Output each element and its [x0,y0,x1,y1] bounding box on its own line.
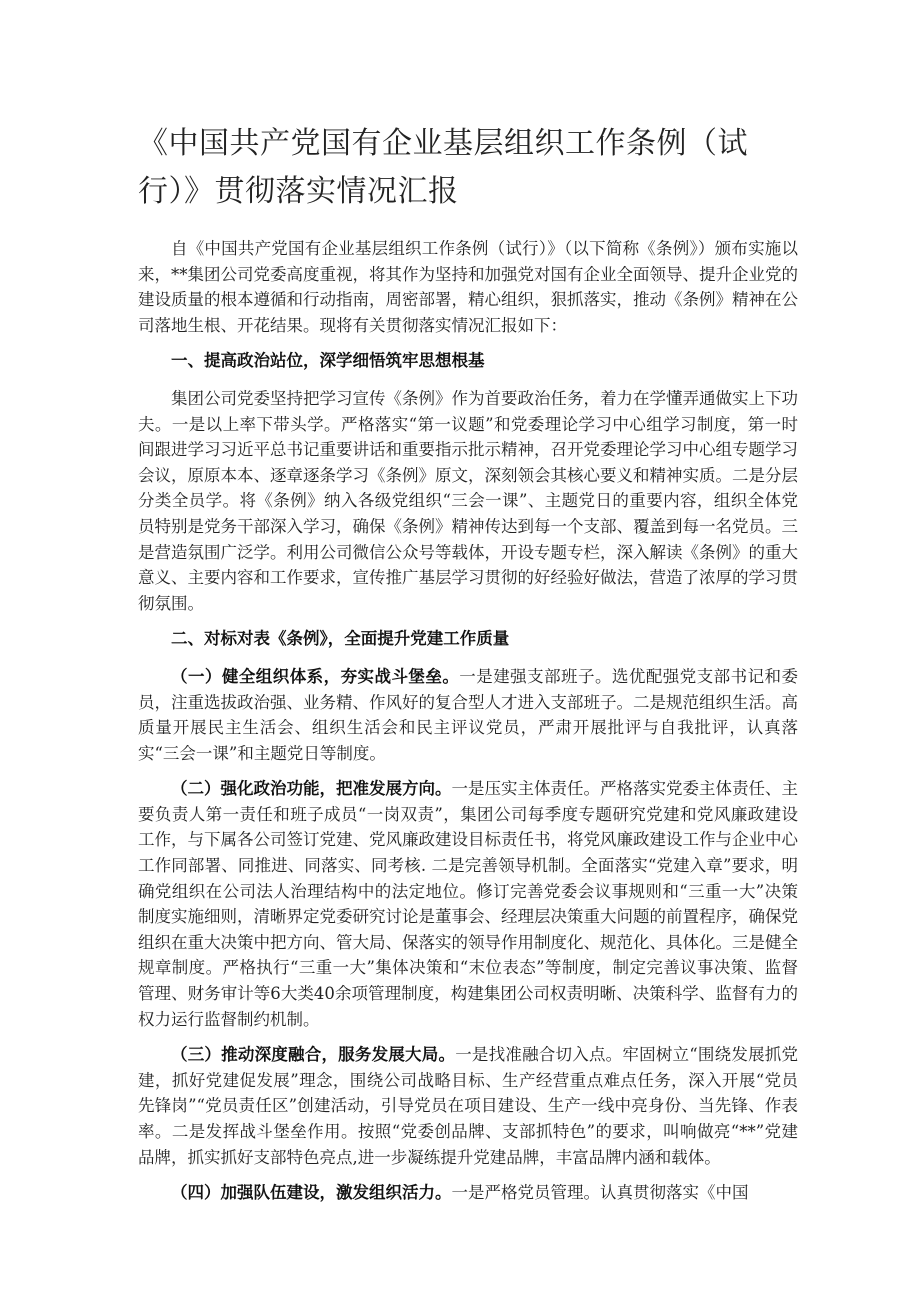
section-heading-1: 一、提高政治站位，深学细悟筑牢思想根基 [171,351,485,371]
subsection-paragraph-1 [138,664,798,766]
section-heading-2: 二、对标对表《条例》，全面提升党建工作质量 [171,629,510,649]
document-page [138,120,798,1216]
subsection-body-4: 一是严格党员管理。认真贯彻落实《中国 [451,1183,749,1203]
subsection-paragraph-4 [138,1180,798,1206]
subsection-heading-4: （四）加强队伍建设，激发组织活力。 [171,1183,452,1203]
subsection-body-1: 一是建强支部班子。选优配强党支部书记和委员，注重选拔政治强、业务精、作风好的复合型人才进入支部班子。二是规范组织生活。高质量开展民主生活会、组织生活会和民主评议党员，严肃开展批评与自我批评，认真落实“三会一课”和主题党日等制度。 [138,666,799,763]
intro-paragraph: 自《中国共产党国有企业基层组织工作条例（试行）》（以下简称《条例》）颁布实施以来，**集团公司党委高度重视，将其作为坚持和加强党对国有企业全面领导、提升企业党的建设质量的根本遵循和行动指南，周密部署，精心组织，狠抓落实，推动《条例》精神在公司落地生根、开花结果。现将有关贯彻落实情况汇报如下： [138,239,798,335]
subsection-body-2: 一是压实主体责任。严格落实党委主体责任、主要负责人第一责任和班子成员“一岗双责”，集团公司每季度专题研究党建和党风廉政建设工作，与下属各公司签订党建、党风廉政建设目标责任书，将党风廉政建设工作与企业中心工作同部署、同推进、同落实、同考核. 二是完善领导机制。全面落实“党建入章”要求，明确党组织在公司法人治理结构中的法定地位。修订完善党委会议事规则和“三重一大”决策制度实施细则，清晰界定党委研究讨论是董事会、经理层决策重大问题的前置程序，确保党组织在重大决策中把方向、管大局、保落实的领导作用制度化、规范化、具体化。三是健全规章制度。严格执行“三重一大”集体决策和“末位表态”等制度，制定完善议事决策、监督管理、财务审计等6大类40余项管理制度，构建集团公司权责明晰、决策科学、监督有力的权力运行监督制约机制。 [138,779,798,1029]
subsection-heading-1: （一）健全组织体系，夯实战斗堡垒。 [171,666,460,686]
subsection-heading-3: （三）推动深度融合，服务发展大局。 [171,1045,456,1065]
subsection-paragraph-3 [138,1042,798,1170]
subsection-paragraph-2 [138,776,798,1032]
document-title: 《中国共产党国有企业基层组织工作条例（试行）》贯彻落实情况汇报 [138,126,748,209]
subsection-body-3: 一是找准融合切入点。牢固树立“围绕发展抓党建，抓好党建促发展”理念，围绕公司战略目标、生产经营重点难点任务，深入开展“党员先锋岗”“党员责任区”创建活动，引导党员在项目建设、生产一线中亮身份、当先锋、作表率。二是发挥战斗堡垒作用。按照“党委创品牌、支部抓特色”的要求，叫响做亮“**”党建品牌，抓实抓好支部特色亮点,进一步凝练提升党建品牌，丰富品牌内涵和载体。 [138,1045,799,1167]
section-1-paragraph: 集团公司党委坚持把学习宣传《条例》作为首要政治任务，着力在学懂弄通做实上下功夫。一是以上率下带头学。严格落实“第一议题”和党委理论学习中心组学习制度，第一时间跟进学习习近平总书记重要讲话和重要指示批示精神，召开党委理论学习中心组专题学习会议，原原本本、逐章逐条学习《条例》原文，深刻领会其核心要义和精神实质。二是分层分类全员学。将《条例》纳入各级党组织“三会一课”、主题党日的重要内容，组织全体党员特别是党务干部深入学习，确保《条例》精神传达到每一个支部、覆盖到每一名党员。三是营造氛围广泛学。利用公司微信公众号等载体，开设专题专栏，深入解读《条例》的重大意义、主要内容和工作要求，宣传推广基层学习贯彻的好经验好做法，营造了浓厚的学习贯彻氛围。 [138,388,798,613]
subsection-heading-2: （二）强化政治功能，把准发展方向。 [171,779,452,799]
